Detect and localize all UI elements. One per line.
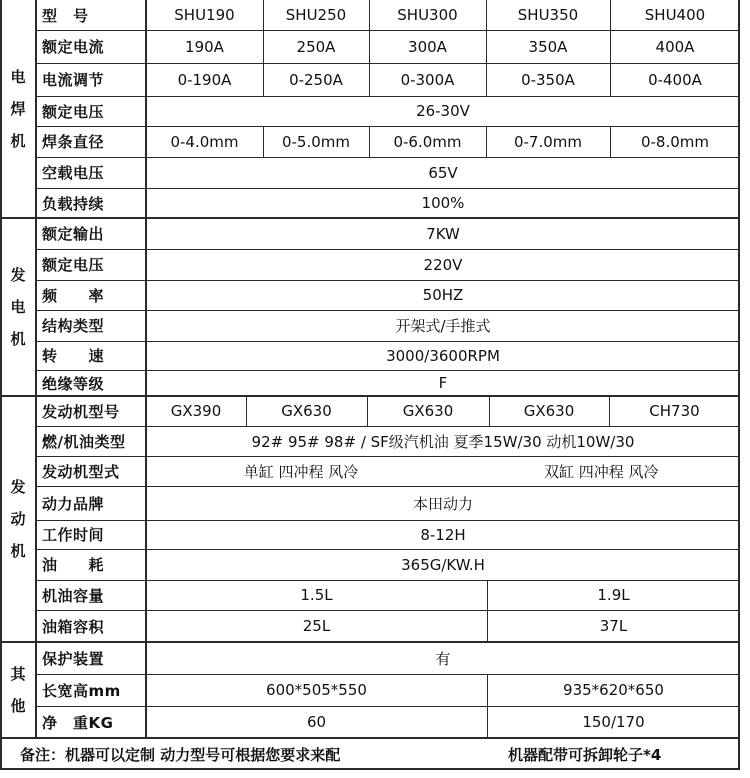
grid-line [486, 0, 487, 96]
grid-line [36, 580, 740, 581]
grid-line [0, 217, 740, 219]
grid-line [36, 456, 740, 457]
value-cell: 8-12H [420, 525, 466, 544]
value-cell: 190A [185, 37, 224, 56]
value-cell: 365G/KW.H [401, 555, 485, 574]
value-cell: 单缸 四冲程 风冷 [243, 462, 359, 481]
grid-line [36, 610, 740, 611]
value-cell: 1.9L [597, 586, 630, 604]
model-cell: SHU250 [285, 6, 347, 24]
grid-line [610, 0, 611, 96]
row-label: 保护装置 [42, 649, 105, 668]
row-label: 结构类型 [42, 317, 105, 335]
value-cell: 350A [528, 37, 568, 56]
section-char: 发 [10, 266, 26, 284]
value-cell: 92# 95# 98# / SF级汽机油 夏季15W/30 动机10W/30 [251, 432, 635, 451]
row-label: 净 重KG [42, 713, 114, 732]
grid-line [36, 310, 740, 311]
grid-line [0, 768, 740, 770]
grid-line [36, 63, 740, 64]
grid-line [610, 126, 611, 157]
value-cell: 60 [306, 713, 327, 731]
value-cell: 0-4.0mm [170, 132, 239, 151]
value-cell: CH730 [649, 402, 700, 420]
model-cell: SHU400 [644, 6, 706, 24]
grid-line [263, 126, 264, 157]
value-cell: 150/170 [582, 713, 645, 731]
grid-line [36, 280, 740, 281]
value-cell: 0-8.0mm [640, 132, 710, 151]
section-char: 机 [10, 330, 26, 348]
value-cell: 25L [302, 617, 331, 635]
value-cell: 本田动力 [412, 494, 473, 513]
section-char: 焊 [10, 100, 26, 118]
row-label: 燃/机油类型 [42, 432, 126, 451]
grid-line [369, 0, 370, 96]
grid-line [489, 396, 490, 426]
row-label: 工作时间 [42, 526, 105, 544]
row-label: 绝缘等级 [42, 374, 105, 393]
grid-line [738, 0, 740, 770]
grid-line [36, 674, 740, 675]
row-label: 空载电压 [42, 164, 105, 182]
grid-line [487, 674, 488, 738]
value-cell: GX630 [402, 402, 454, 420]
value-cell: 400A [655, 37, 695, 56]
value-cell: GX390 [170, 402, 222, 420]
value-cell: 0-7.0mm [513, 132, 583, 151]
footer-wheels: 机器配带可拆卸轮子*4 [508, 745, 662, 764]
grid-line [246, 396, 247, 426]
section-char: 机 [10, 542, 26, 560]
row-label: 机油容量 [42, 586, 105, 605]
row-label: 焊条直径 [42, 133, 105, 151]
value-cell: 50HZ [422, 286, 464, 304]
grid-line [487, 580, 488, 642]
model-cell: SHU350 [517, 6, 579, 24]
row-label: 额定电压 [42, 102, 105, 121]
section-char: 电 [10, 68, 26, 86]
row-label: 额定输出 [42, 225, 105, 243]
grid-line [0, 0, 2, 770]
value-cell: 220V [423, 255, 463, 274]
grid-line [263, 0, 264, 96]
grid-line [36, 370, 740, 371]
value-cell: GX630 [281, 402, 332, 420]
section-label-welder [0, 0, 36, 218]
value-cell: 双缸 四冲程 风冷 [544, 462, 659, 481]
row-label: 电流调节 [42, 71, 105, 89]
grid-line [36, 549, 740, 550]
value-cell: 3000/3600RPM [386, 346, 500, 365]
model-cell: SHU300 [397, 6, 458, 24]
value-cell: 37L [599, 617, 628, 635]
row-label: 转 速 [42, 347, 105, 365]
row-label: 油 耗 [42, 556, 105, 574]
value-cell: 0-5.0mm [281, 132, 351, 151]
grid-line [36, 426, 740, 427]
value-cell: GX630 [523, 402, 575, 420]
row-label: 发动机型号 [42, 402, 120, 421]
grid-line [36, 486, 740, 487]
value-cell: 0-250A [289, 70, 343, 89]
section-label-other [0, 642, 36, 738]
value-cell: 250A [296, 37, 336, 56]
grid-line [36, 706, 740, 707]
grid-line [36, 188, 740, 189]
section-char: 机 [10, 132, 26, 150]
grid-line [0, 737, 740, 739]
grid-line [369, 126, 370, 157]
section-char: 电 [10, 298, 26, 316]
row-label: 额定电流 [42, 38, 105, 56]
value-cell: 100% [421, 194, 465, 212]
grid-line [486, 126, 487, 157]
value-cell: 开架式/手推式 [395, 317, 491, 335]
value-cell: 0-400A [648, 70, 702, 89]
row-label: 额定电压 [42, 256, 105, 274]
grid-line [36, 96, 740, 97]
grid-line [36, 520, 740, 521]
value-cell: 0-300A [400, 70, 455, 89]
value-cell: 1.5L [300, 586, 333, 604]
section-char: 发 [10, 478, 26, 496]
row-label: 发动机型式 [42, 462, 120, 481]
value-cell: 有 [435, 649, 451, 668]
grid-line [35, 0, 37, 738]
value-cell: 0-6.0mm [393, 132, 462, 151]
grid-line [145, 0, 147, 738]
value-cell: 935*620*650 [563, 681, 664, 699]
row-label: 频 率 [42, 286, 105, 305]
value-cell: F [438, 374, 448, 392]
value-cell: 600*505*550 [266, 681, 367, 699]
grid-line [36, 341, 740, 342]
value-cell: 0-190A [177, 70, 232, 89]
value-cell: 65V [428, 163, 458, 182]
row-label: 长宽高mm [42, 681, 121, 700]
footer-note: 备注：机器可以定制 动力型号可根据您要求来配 [20, 745, 341, 764]
section-char: 动 [10, 510, 26, 528]
value-cell: 300A [408, 37, 447, 56]
grid-line [36, 30, 740, 31]
grid-line [0, 395, 740, 397]
value-cell: 26-30V [416, 102, 470, 120]
grid-line [0, 641, 740, 643]
grid-line [36, 157, 740, 158]
value-cell: 0-350A [521, 70, 575, 89]
section-label-engine [0, 396, 36, 642]
header-label: 型 号 [42, 6, 89, 25]
grid-line [36, 126, 740, 127]
grid-line [367, 396, 368, 426]
section-char: 他 [10, 697, 26, 715]
value-cell: 7KW [426, 224, 460, 243]
row-label: 油箱容积 [42, 617, 105, 636]
section-char: 其 [10, 665, 26, 683]
model-cell: SHU190 [174, 6, 235, 24]
row-label: 负载持续 [42, 194, 105, 213]
row-label: 动力品牌 [42, 494, 105, 513]
section-label-generator [0, 218, 36, 396]
grid-line [36, 249, 740, 250]
grid-line [609, 396, 610, 426]
